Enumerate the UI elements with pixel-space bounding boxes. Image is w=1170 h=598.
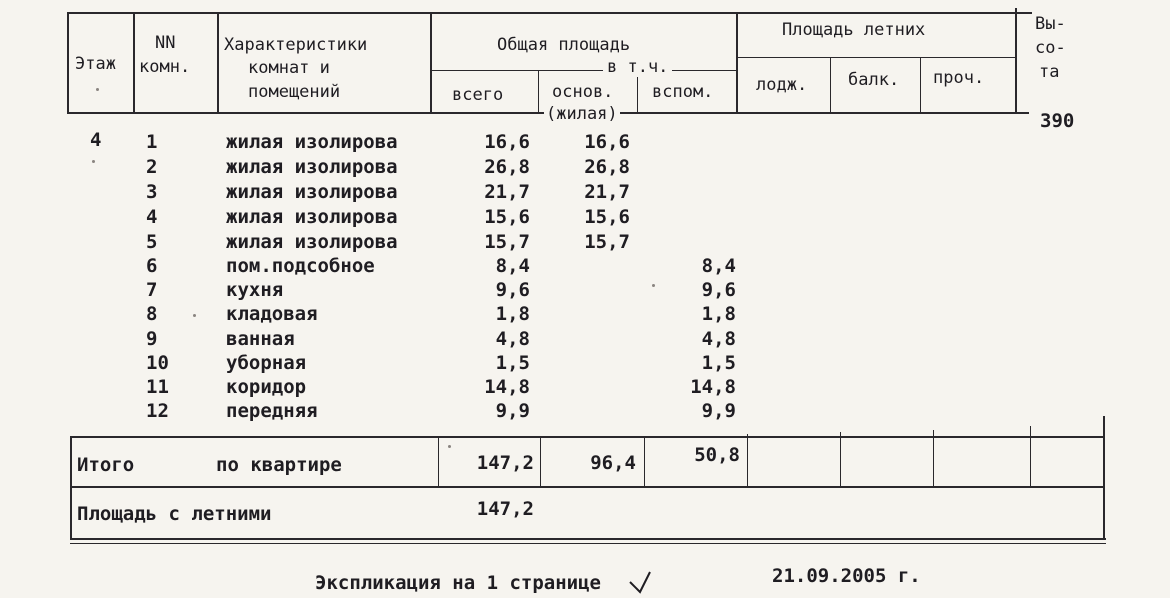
totals-col-other: [933, 430, 934, 486]
header-height-1: Вы-: [1035, 14, 1066, 34]
header-room: комн.: [139, 57, 191, 77]
totals-col-balcony: [840, 432, 841, 486]
room-name: кухня: [226, 279, 284, 301]
paper-speck: [96, 88, 99, 91]
table-row: [0, 156, 1170, 180]
table-row: [0, 400, 1170, 424]
room-number: 4: [146, 206, 158, 228]
totals-top-border: [70, 436, 1103, 438]
table-row: [0, 376, 1170, 400]
room-number: 2: [146, 156, 158, 178]
totals-left-border: [70, 436, 72, 540]
table-row: [0, 352, 1170, 376]
room-number: 9: [146, 328, 158, 350]
table-row: [0, 328, 1170, 352]
header-height-3: та: [1039, 62, 1060, 82]
table-row: [0, 181, 1170, 205]
room-name: ванная: [226, 328, 295, 350]
totals-right-border: [1103, 416, 1105, 540]
room-total-area: 14,8: [484, 376, 530, 398]
room-name: пом.подсобное: [226, 255, 375, 277]
room-number: 8: [146, 303, 158, 325]
room-total-area: 9,6: [495, 279, 530, 301]
header-other: проч.: [933, 68, 985, 88]
totals-bottom-border: [70, 538, 1106, 540]
height-value: 390: [1040, 110, 1075, 132]
room-name: жилая изолирова: [226, 156, 398, 178]
room-name: жилая изолирова: [226, 181, 398, 203]
room-number: 3: [146, 181, 158, 203]
totals-col-loggia: [747, 434, 748, 486]
table-row: [0, 255, 1170, 279]
room-name: коридор: [226, 376, 307, 398]
pages-note: Экспликация на 1 странице: [315, 572, 601, 594]
room-name: жилая изолирова: [226, 131, 398, 153]
header-divider-2: [217, 12, 219, 113]
room-total-area: 15,7: [484, 231, 530, 253]
paper-speck: [448, 445, 451, 448]
table-row: [0, 131, 1170, 155]
room-number: 10: [146, 352, 169, 374]
room-total-area: 16,6: [484, 131, 530, 153]
room-main-area: 21,7: [584, 181, 630, 203]
room-total-area: 26,8: [484, 156, 530, 178]
room-aux-area: 9,6: [701, 279, 736, 301]
room-aux-area: 8,4: [701, 255, 736, 277]
totals-total-area: 147,2: [476, 452, 534, 474]
header-balcony: балк.: [848, 70, 900, 90]
header-main-living: (жилая): [546, 104, 618, 124]
room-total-area: 4,8: [495, 328, 530, 350]
room-main-area: 15,7: [584, 231, 630, 253]
room-total-area: 1,8: [495, 303, 530, 325]
room-total-area: 21,7: [484, 181, 530, 203]
table-row: [0, 279, 1170, 303]
room-total-area: 15,6: [484, 206, 530, 228]
paper-speck: [652, 284, 655, 287]
room-number: 6: [146, 255, 158, 277]
header-all: всего: [452, 85, 504, 105]
header-divider-4: [538, 70, 539, 112]
header-total-area: Общая площадь: [497, 35, 631, 55]
header-left-border: [67, 12, 69, 113]
room-name: жилая изолирова: [226, 231, 398, 253]
paper-speck: [92, 160, 95, 163]
room-name: передняя: [226, 400, 318, 422]
room-number: 11: [146, 376, 169, 398]
totals-col-height: [1030, 426, 1031, 486]
room-number: 1: [146, 131, 158, 153]
room-aux-area: 4,8: [701, 328, 736, 350]
with-summer-value: 147,2: [476, 498, 534, 520]
header-main: основ.: [552, 82, 614, 102]
paper-speck: [193, 314, 196, 317]
document-date: 21.09.2005 г.: [772, 565, 921, 587]
room-main-area: 16,6: [584, 131, 630, 153]
totals-aux-area: 50,8: [694, 444, 740, 466]
header-divider-6: [736, 12, 738, 113]
header-loggia: лодж.: [756, 75, 808, 95]
room-main-area: 26,8: [584, 156, 630, 178]
header-top-border: [67, 12, 1032, 14]
tick-mark-icon: [628, 570, 652, 598]
table-row: [0, 303, 1170, 327]
room-number: 5: [146, 231, 158, 253]
room-total-area: 9,9: [495, 400, 530, 422]
header-characteristics-2: комнат и: [248, 58, 330, 78]
room-number: 12: [146, 400, 169, 422]
room-name: кладовая: [226, 303, 318, 325]
header-nn: NN: [155, 33, 176, 53]
room-total-area: 1,5: [495, 352, 530, 374]
header-divider-1: [133, 12, 135, 113]
room-name: жилая изолирова: [226, 206, 398, 228]
total-area-subdivider: [430, 70, 736, 71]
table-row: [0, 231, 1170, 255]
room-number: 7: [146, 279, 158, 301]
header-aux: вспом.: [652, 82, 714, 102]
summer-area-subdivider: [736, 57, 1016, 58]
header-including: в т.ч.: [603, 57, 672, 77]
with-summer-label: Площадь с летними: [77, 503, 272, 525]
header-divider-3: [430, 12, 432, 113]
header-height-2: со-: [1035, 38, 1066, 58]
totals-col-main: [540, 436, 541, 486]
table-row: [0, 206, 1170, 230]
header-divider-8: [920, 57, 921, 112]
room-total-area: 8,4: [495, 255, 530, 277]
room-aux-area: 1,5: [701, 352, 736, 374]
room-main-area: 15,6: [584, 206, 630, 228]
totals-bottom-border-double: [70, 543, 1106, 544]
header-characteristics-3: помещений: [248, 82, 341, 102]
room-aux-area: 14,8: [690, 376, 736, 398]
totals-middle-border: [70, 486, 1105, 488]
header-summer-area: Площадь летних: [782, 20, 926, 40]
header-divider-9: [1015, 8, 1017, 112]
header-divider-7: [830, 57, 831, 112]
header-characteristics-1: Характеристики: [224, 35, 368, 55]
floor-value: 4: [90, 129, 102, 151]
totals-label: Итого: [77, 454, 135, 476]
header-floor: Этаж: [75, 54, 116, 74]
totals-col-aux: [644, 436, 645, 486]
totals-col-total: [438, 436, 439, 486]
room-name: уборная: [226, 352, 307, 374]
room-aux-area: 1,8: [701, 303, 736, 325]
room-aux-area: 9,9: [701, 400, 736, 422]
totals-main-area: 96,4: [590, 452, 636, 474]
totals-label-apartment: по квартире: [216, 454, 342, 476]
